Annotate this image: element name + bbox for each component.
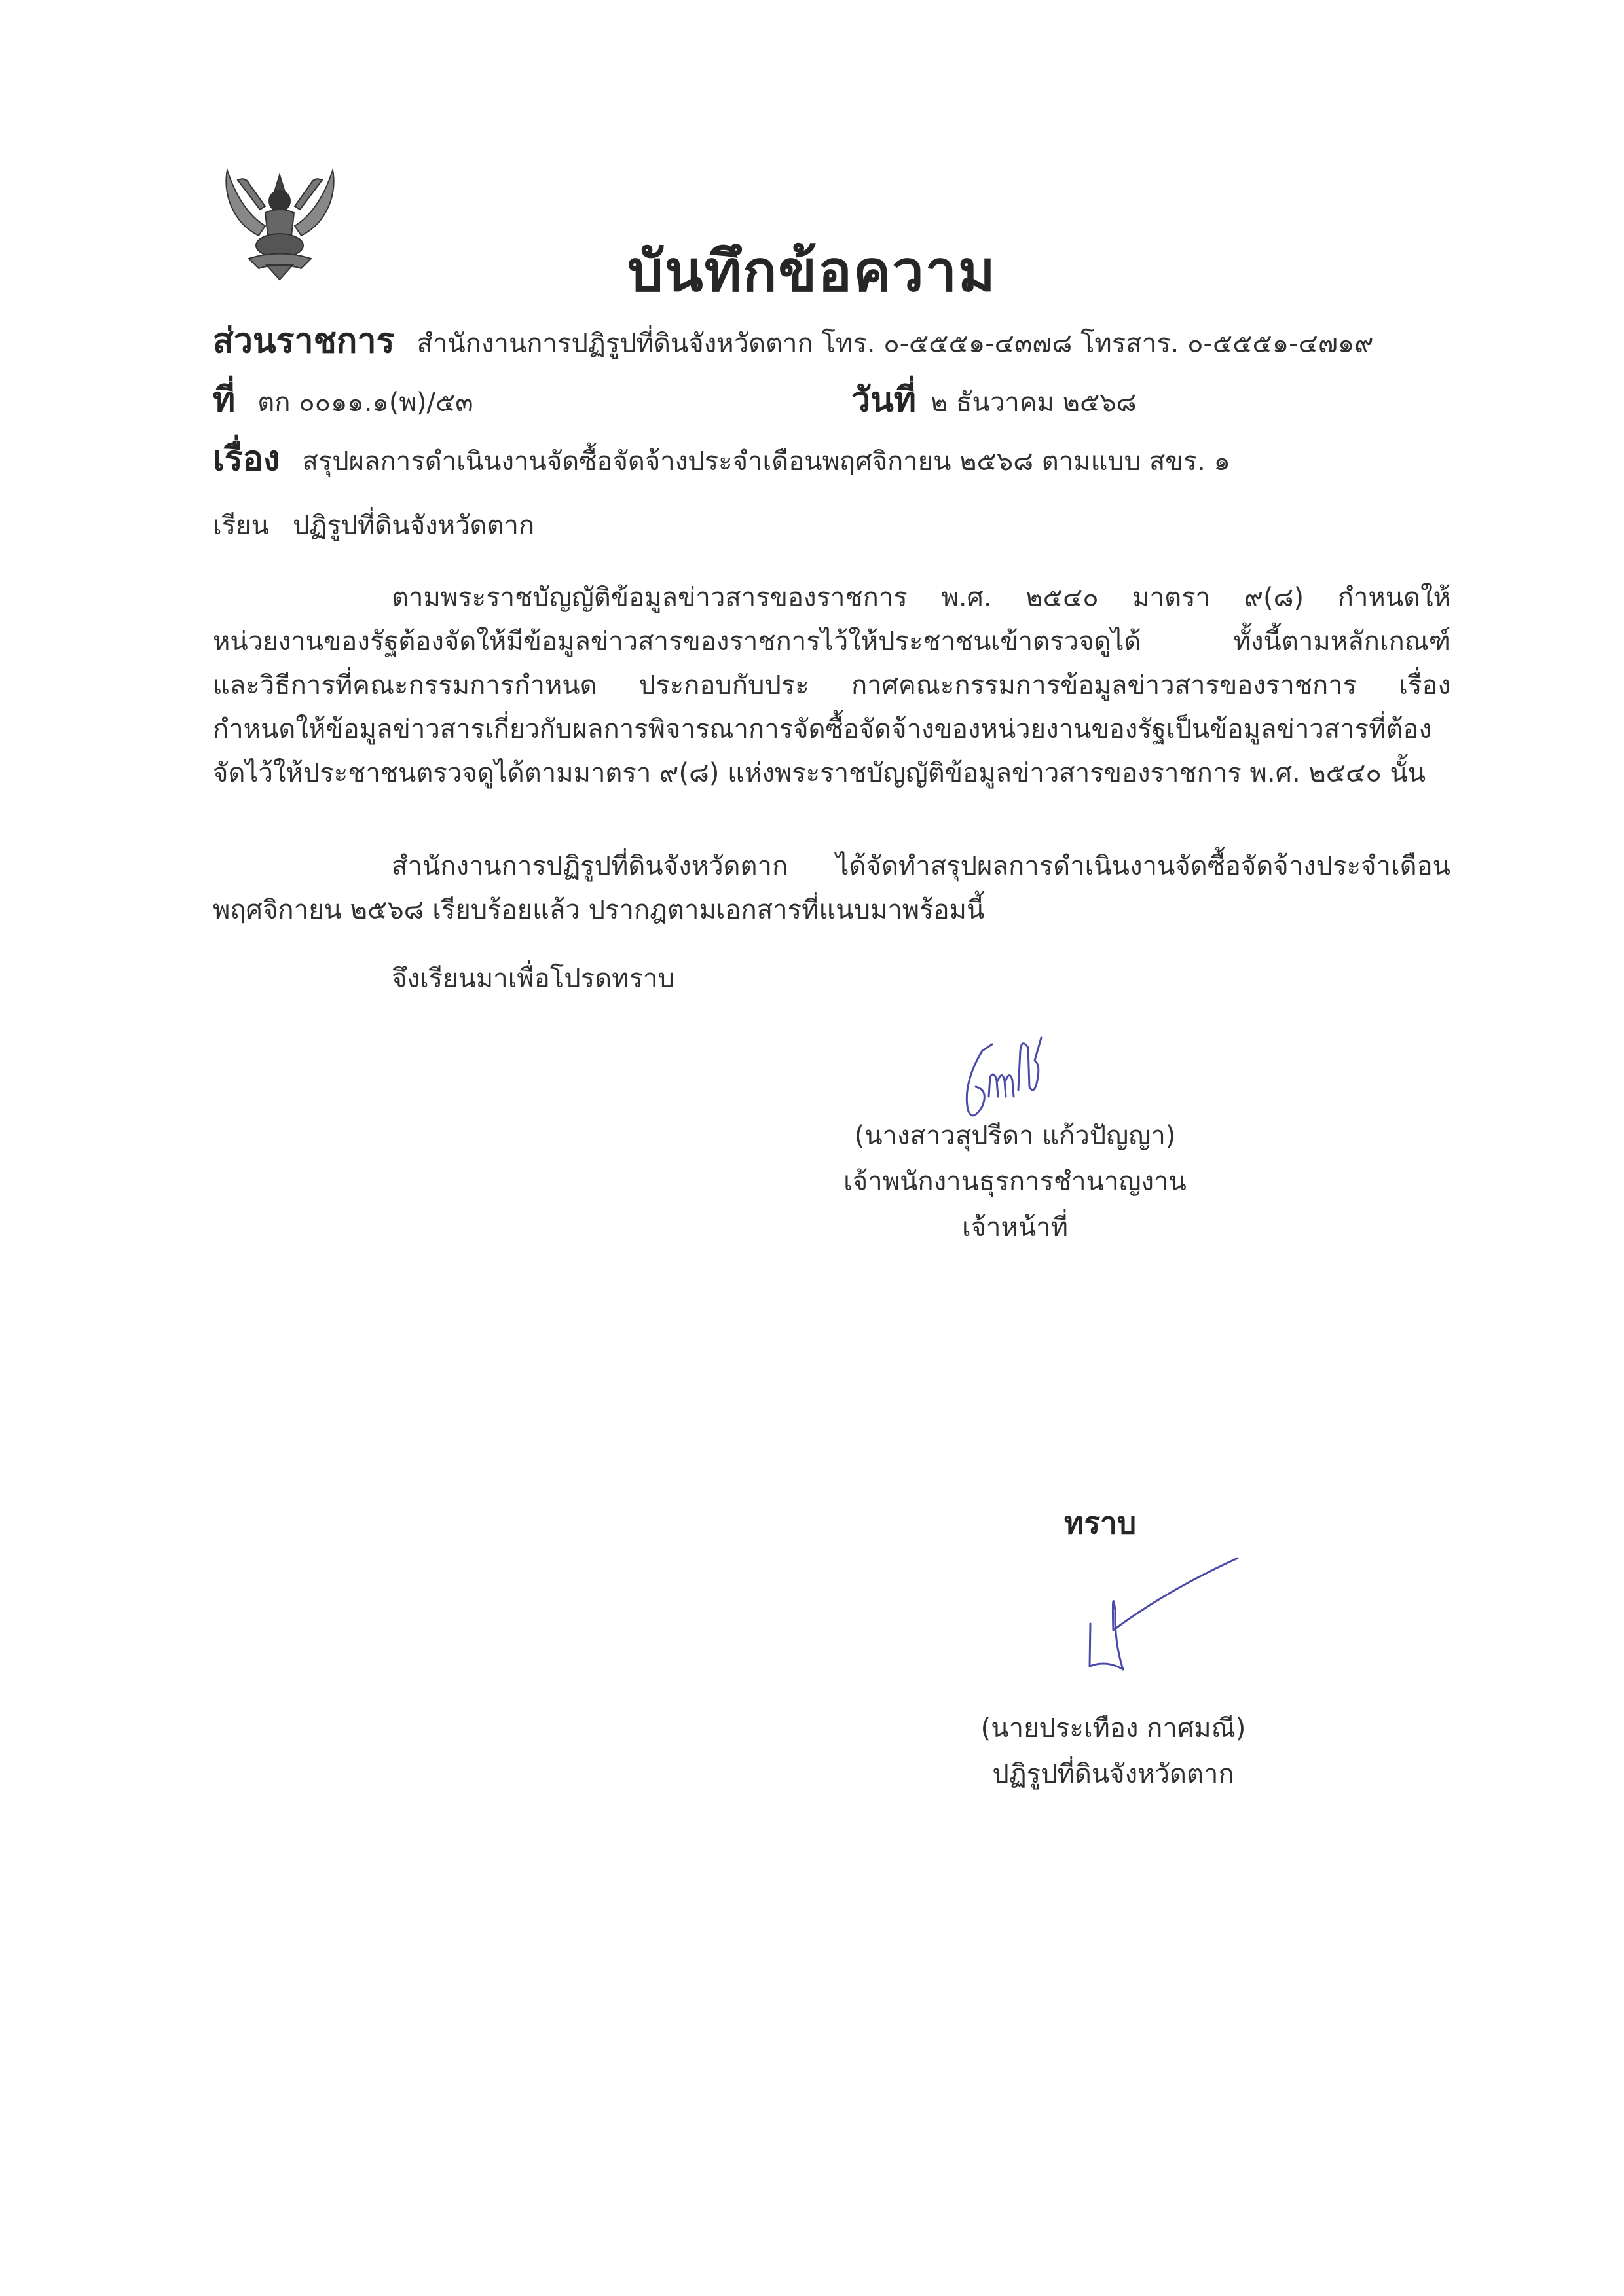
approver-block: [917, 1705, 1310, 1797]
recipient-row: [213, 504, 534, 546]
approver-name: (นายประเทือง กาศมณี): [980, 1713, 1246, 1743]
department-label: ส่วนราชการ: [213, 321, 395, 361]
subject-value: สรุปผลการดำเนินงานจัดซื้อจัดจ้างประจำเดือนพฤศจิกายน ๒๕๖๘ ตามแบบ สขร. ๑: [302, 446, 1230, 477]
reference-row: [213, 372, 473, 426]
date-label: วันที่: [851, 380, 917, 420]
signatory-block: [786, 1113, 1244, 1250]
subject-label: เรื่อง: [213, 439, 280, 479]
recipient-value: ปฏิรูปที่ดินจังหวัดตาก: [292, 511, 535, 541]
paragraph-2-line: สำนักงานการปฏิรูปที่ดินจังหวัดตาก ได้จัดทำสรุปผลการดำเนินงานจัดซื้อจัดจ้างประจำเดือน: [392, 851, 1450, 881]
paragraph-1-line: จัดไว้ให้ประชาชนตรวจดูได้ตามมาตรา ๙(๘) แห่งพระราชบัญญัติข้อมูลข่าวสารของราชการ พ.ศ. ๒๕๔๐ นั้น: [213, 758, 1426, 788]
approver-signature-icon: [1074, 1545, 1257, 1685]
paragraph-1-line: หน่วยงานของรัฐต้องจัดให้มีข้อมูลข่าวสารของราชการไว้ให้ประชาชนเข้าตรวจดูได้ ทั้งนี้ตามหลักเกณฑ์: [213, 627, 1450, 657]
department-row: [213, 313, 1374, 367]
acknowledgement-text: ทราบ: [1064, 1505, 1137, 1540]
recipient-label: เรียน: [213, 511, 269, 541]
reference-label: ที่: [213, 380, 236, 420]
subject-row: [213, 431, 1230, 485]
signatory-name: (นางสาวสุปรีดา แก้วปัญญา): [854, 1121, 1176, 1151]
reference-value: ตก ๐๐๑๑.๑(พ)/๕๓: [257, 388, 473, 418]
paragraph-1-line: ตามพระราชบัญญัติข้อมูลข่าวสารของราชการ พ.ศ. ๒๕๔๐ มาตรา ๙(๘) กำหนดให้: [392, 583, 1451, 613]
paragraph-1-line: กำหนดให้ข้อมูลข่าวสารเกี่ยวกับผลการพิจารณาการจัดซื้อจัดจ้างของหน่วยงานของรัฐเป็นข้อมูลข่าวสารที่ต้อง: [213, 714, 1432, 744]
department-value: สำนักงานการปฏิรูปที่ดินจังหวัดตาก โทร. ๐-๕๕๕๑-๔๓๗๘ โทรสาร. ๐-๕๕๕๑-๔๗๑๙: [416, 329, 1374, 359]
paragraph-1-line: และวิธีการที่คณะกรรมการกำหนด ประกอบกับประ กาศคณะกรรมการข้อมูลข่าวสารของราชการ เรื่อง: [213, 670, 1450, 701]
approver-position: ปฏิรูปที่ดินจังหวัดตาก: [992, 1759, 1234, 1789]
date-value: ๒ ธันวาคม ๒๕๖๘: [931, 388, 1137, 418]
signatory-position: เจ้าพนักงานธุรการชำนาญงาน: [843, 1167, 1187, 1197]
closing-text: จึงเรียนมาเพื่อโปรดทราบ: [392, 964, 674, 994]
date-row: [851, 372, 1137, 426]
signatory-role: เจ้าหน้าที่: [961, 1212, 1069, 1243]
page-title: บันทึกข้อความ: [627, 239, 997, 304]
paragraph-2-line: พฤศจิกายน ๒๕๖๘ เรียบร้อยแล้ว ปรากฎตามเอกสารที่แนบมาพร้อมนี้: [213, 895, 985, 925]
